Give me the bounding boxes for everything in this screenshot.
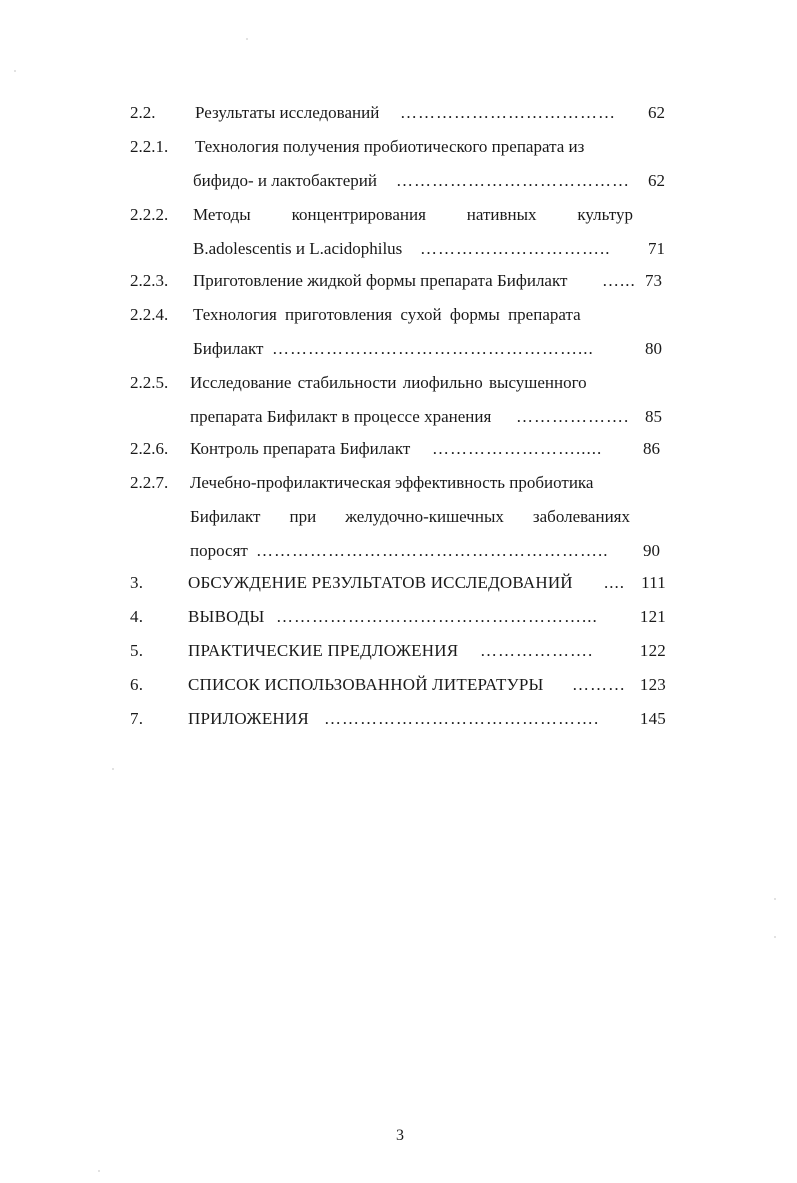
toc-leader-dots: ………………………………… [396,171,630,190]
toc-title-word: нативных [466,205,537,224]
toc-entry-title-continued [190,500,630,534]
toc-entry-number: 4. [130,607,144,626]
toc-entry-title: Приготовление жидкой формы препарата Бифилакт [193,271,568,290]
toc-page-number: 122 [639,641,666,660]
toc-entry-title [193,198,633,232]
toc-entry-title: Результаты исследований [195,103,380,122]
toc-page-number: 145 [639,709,666,728]
toc-page-number: 121 [639,607,666,626]
toc-entry-title-continued: препарата Бифилакт в процессе хранения [190,407,492,426]
toc-entry-2-2-3 [0,264,794,298]
toc-entry-title: ПРАКТИЧЕСКИЕ ПРЕДЛОЖЕНИЯ [188,641,459,660]
toc-entry-title: Лечебно-профилактическая эффективность пробиотика [190,473,594,492]
toc-entry-number: 2.2.2. [130,205,169,224]
toc-page-number: 71 [648,239,665,258]
toc-page-number: 62 [648,171,665,190]
scan-speck [774,936,776,938]
toc-leader-dots: ………………………………………. [324,709,600,728]
toc-entry-3 [0,566,794,600]
toc-entry-number: 7. [130,709,144,728]
toc-entry-number: 2.2.6. [130,439,169,458]
toc-leader-dots: ………………………….. [420,239,611,258]
toc-entry-title: ПРИЛОЖЕНИЯ [188,709,309,728]
toc-entry-2-2-1 [0,130,794,164]
toc-page-number: 86 [643,439,660,458]
toc-leader-dots: ……… [572,675,626,694]
toc-entry-2-2-5 [0,366,794,400]
toc-page-number: 90 [643,541,660,560]
toc-entry-number: 5. [130,641,144,660]
toc-title-word: заболеваниях [532,507,630,526]
toc-leader-dots: ………………. [480,641,594,660]
toc-entry-number: 2.2.7. [130,473,169,492]
scan-speck [774,898,776,900]
toc-entry-2-2-6 [0,432,794,466]
toc-entry-title-continued: поросят [190,541,248,560]
toc-entry-title-continued: Бифилакт [193,339,264,358]
toc-leader-dots: ……………………………………………... [272,339,594,358]
toc-entry-number: 2.2.3. [130,271,169,290]
toc-page-number: 85 [645,407,662,426]
toc-entry-7 [0,702,794,736]
toc-entry-number: 2.2.1. [130,137,169,156]
toc-title-word: Методы [193,205,251,224]
toc-entry-title-continued: B.adolescentis и L.acidophilus [193,239,403,258]
toc-page-number: 73 [645,271,662,290]
toc-entry-2-2-5-cont [0,400,794,434]
toc-entry-4 [0,600,794,634]
toc-entry-number: 2.2. [130,103,156,122]
page-number-footer: 3 [396,1127,404,1144]
toc-entry-number: 3. [130,573,144,592]
toc-entry-2-2-2-cont [0,232,794,266]
toc-entry-title: Исследование стабильности лиофильно высушенного [190,373,587,392]
toc-entry-title: Контроль препарата Бифилакт [190,439,411,458]
toc-leader-dots: …... [602,271,636,290]
scan-speck [98,1170,100,1172]
toc-entry-title: ОБСУЖДЕНИЕ РЕЗУЛЬТАТОВ ИССЛЕДОВАНИЙ [188,573,573,592]
toc-page-number: 123 [639,675,666,694]
toc-entry-2-2-4-cont [0,332,794,366]
toc-leader-dots: ……………………………………………... [276,607,598,626]
toc-title-word: Бифилакт [190,507,261,526]
scan-speck [14,70,16,72]
toc-entry-2-2-7 [0,466,794,500]
toc-entry-2-2-2 [0,198,794,232]
toc-entry-2-2-4 [0,298,794,332]
toc-entry-title: СПИСОК ИСПОЛЬЗОВАННОЙ ЛИТЕРАТУРЫ [188,675,544,694]
toc-title-word: концентрирования [291,205,426,224]
toc-leader-dots: ………………………………………………….. [256,541,609,560]
scan-speck [112,768,114,770]
toc-leader-dots: ……………………..... [432,439,603,458]
toc-page-number: 62 [648,103,665,122]
toc-entry-title-continued: бифидо- и лактобактерий [193,171,377,190]
toc-page-number: 111 [641,573,666,592]
toc-entry-number: 2.2.5. [130,373,169,392]
toc-entry-6 [0,668,794,702]
toc-title-word: желудочно-кишечных [345,507,504,526]
toc-entry-2-2-7-cont [0,500,794,534]
toc-entry-5 [0,634,794,668]
toc-entry-number: 6. [130,675,144,694]
toc-leader-dots: ………………. [516,407,630,426]
toc-entry-2-2-1-cont [0,164,794,198]
toc-page-number: 80 [645,339,662,358]
toc-entry-number: 2.2.4. [130,305,169,324]
toc-leader-dots: .... [604,573,625,592]
toc-entry-title: ВЫВОДЫ [188,607,265,626]
scan-speck [246,38,248,40]
toc-title-word: культур [577,205,633,224]
toc-title-word: при [289,507,317,526]
toc-entry-title: Технология получения пробиотического препарата из [195,137,585,156]
toc-entry-2-2-7-cont2 [0,534,794,568]
toc-leader-dots: ……………………………… [400,103,616,122]
toc-entry-2-2 [0,96,794,130]
toc-entry-title: Технология приготовления сухой формы препарата [193,305,581,324]
